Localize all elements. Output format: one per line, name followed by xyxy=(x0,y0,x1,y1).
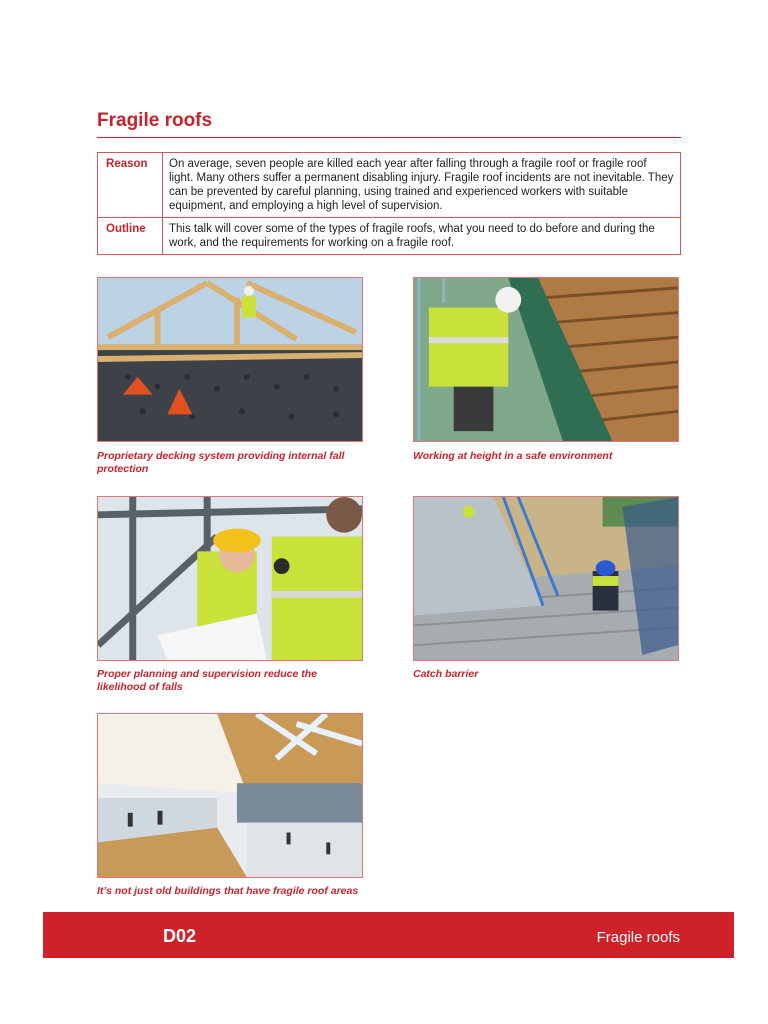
page-title: Fragile roofs xyxy=(97,110,213,131)
photo-caption: Proprietary decking system providing internal fall protection xyxy=(97,450,345,475)
photo-caption: Working at height in a safe environment xyxy=(413,450,613,462)
table-row xyxy=(98,153,681,218)
footer-bar xyxy=(43,912,734,958)
reason-label: Reason xyxy=(98,153,163,218)
roof-decking-photo xyxy=(97,277,363,442)
info-table xyxy=(97,152,681,255)
catch-barrier-photo xyxy=(413,496,679,661)
reason-text: On average, seven people are killed each year after falling through a fragile roof or fragile roof light. Many others suffer a permanent disabling injury. Fragile roof incidents are not inevitable. They can be prevented by careful planning, using trained and experienced workers with suitable equipment, and employing a high level of supervision. xyxy=(163,153,681,218)
photo-caption: Catch barrier xyxy=(413,668,479,680)
outline-label: Outline xyxy=(98,218,163,255)
footer-code: D02 xyxy=(163,926,197,946)
title-divider xyxy=(97,137,681,138)
photo-caption: Proper planning and supervision reduce the likelihood of falls xyxy=(97,668,317,693)
table-row xyxy=(98,218,681,255)
roof-worker-photo xyxy=(413,277,679,442)
outline-text: This talk will cover some of the types of fragile roofs, what you need to do before and during the work, and the requirements for working on a fragile roof. xyxy=(163,218,681,255)
planning-photo xyxy=(97,496,363,661)
photo-caption: It’s not just old buildings that have fragile roof areas xyxy=(97,885,359,897)
footer-title: Fragile roofs xyxy=(596,929,680,946)
modern-building-photo xyxy=(97,713,363,878)
